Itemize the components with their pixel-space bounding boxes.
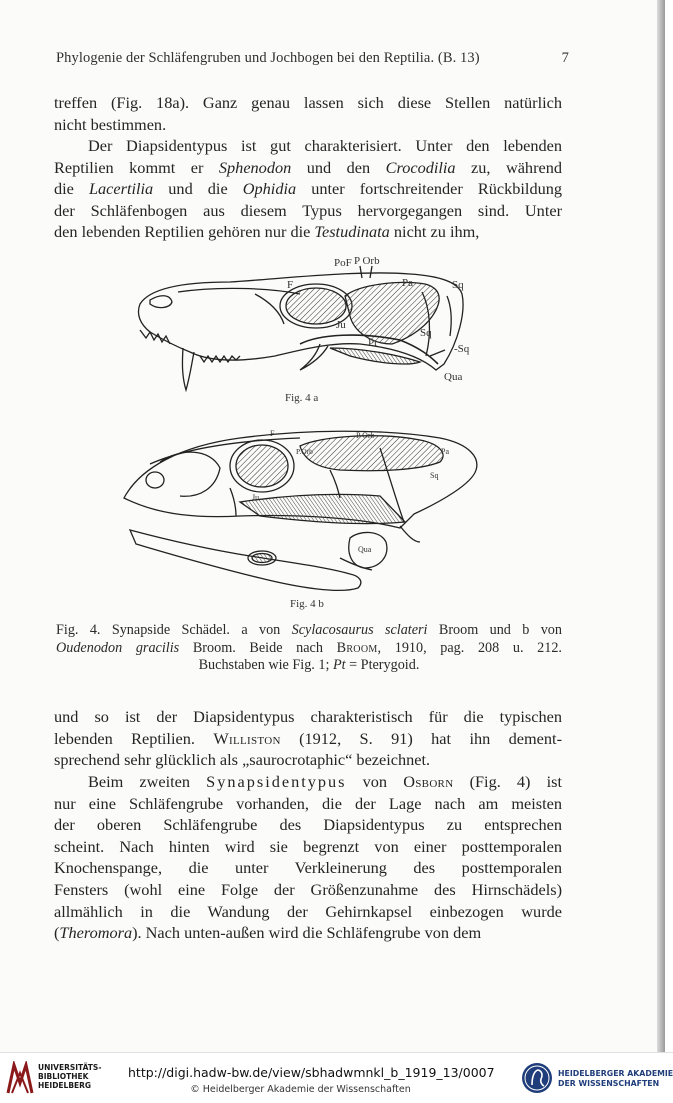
- text-run: , 1910, pag. 208 u. 212.: [377, 639, 562, 656]
- fig4a-label-pof: PoF: [334, 257, 352, 269]
- fig4a-label-f: F: [287, 279, 294, 291]
- fig4b-label-ju: Ju: [252, 493, 260, 502]
- academy-logo: [520, 1061, 673, 1097]
- italic-run: Scylacosaurus sclateri: [291, 622, 428, 638]
- small-caps-run: Broom: [336, 639, 378, 656]
- figure-4b-skull: [0, 418, 665, 598]
- fig4a-label-pt: Pt: [368, 337, 378, 349]
- text-line: [54, 857, 562, 879]
- text-line: [56, 622, 562, 640]
- footer-copyright: © Heidelberger Akademie der Wissenschaften: [190, 1084, 411, 1095]
- university-library-logo: [6, 1061, 126, 1097]
- fig4b-label-qua: Qua: [358, 545, 372, 554]
- text-line: [54, 114, 562, 136]
- text-run: Fig. 4. Synapside Schädel. a von: [56, 622, 292, 638]
- italic-run: Crocodilia: [385, 157, 456, 177]
- fig4b-label-pa: Pa: [441, 447, 449, 456]
- text-run: Fensters (wohl eine Folge der Größenzunahme des Hirnschädels): [54, 879, 562, 899]
- text-line: [54, 706, 562, 728]
- fig4a-label-pa: Pa: [402, 277, 413, 289]
- italic-run: Oudenodon gracilis: [56, 639, 180, 656]
- text-run: Knochenspange, die unter Verkleinerung des posttemporalen: [54, 858, 562, 878]
- text-run: der oberen Schläfengrube des Diapsidentypus zu entsprechen: [54, 815, 562, 835]
- text-run: (Fig. 4) ist: [453, 772, 562, 791]
- text-line: [54, 749, 562, 771]
- text-run: sprechend sehr glücklich als „saurocrotaphic“ bezeichnet.: [54, 750, 431, 770]
- text-line: [54, 728, 562, 750]
- text-line: [54, 178, 562, 200]
- figure-4a-label: Fig. 4 a: [285, 392, 319, 404]
- text-line: [54, 135, 562, 157]
- text-run: Reptilien kommt er: [54, 157, 219, 177]
- paragraph-2: [54, 135, 562, 243]
- italic-run: Theromora: [59, 923, 133, 943]
- text-line: [54, 836, 562, 858]
- text-run: unter fortschreitender Rückbildung: [296, 179, 562, 199]
- text-run: nur eine Schläfengrube vorhanden, die der Lage nach am meisten: [54, 793, 562, 813]
- fig4b-label-f: F: [270, 429, 275, 438]
- figure-caption: [56, 622, 562, 675]
- fig4a-label-sq-mid: Sq: [420, 327, 432, 339]
- text-run: die: [54, 179, 89, 199]
- text-line: [54, 793, 562, 815]
- text-run: allmählich in die Wandung der Gehirnkapsel einbezogen wurde: [54, 901, 562, 921]
- running-head: [56, 50, 569, 67]
- italic-run: Ophidia: [242, 179, 297, 199]
- small-caps-run: Osborn: [403, 772, 454, 791]
- text-line: [54, 92, 562, 114]
- text-run: Buchstaben wie Fig. 1;: [198, 657, 333, 674]
- text-run: und den: [291, 157, 386, 177]
- text-run: zu, während: [455, 157, 562, 177]
- text-run: den lebenden Reptilien gehören nur die: [54, 222, 315, 242]
- fig4a-label-sq-top: Sq: [452, 279, 464, 291]
- text-line: [54, 814, 562, 836]
- fig4a-label-qua: Qua: [444, 371, 463, 383]
- fig4a-label-ju: Ju: [336, 319, 346, 331]
- italic-run: Testudinata: [314, 222, 390, 242]
- fig4a-label-porb: P Orb: [354, 255, 380, 267]
- fig4a-label-sq-low: -Sq: [454, 343, 470, 355]
- text-run: Broom und b von: [427, 622, 562, 638]
- italic-run: Lacertilia: [88, 179, 154, 199]
- text-run: scheint. Nach hinten wird sie begrenzt von einer posttemporalen: [54, 836, 562, 856]
- paragraph-4: [54, 771, 562, 944]
- academy-logo-text: HEIDELBERGER AKADEMIE DER WISSENSCHAFTEN: [558, 1069, 673, 1088]
- spaced-run: Synapsidentypus: [206, 772, 347, 791]
- academy-seal-icon: [520, 1061, 554, 1095]
- text-line: [54, 221, 562, 243]
- text-line: [56, 640, 562, 658]
- text-line: [54, 157, 562, 179]
- text-run: und die: [153, 179, 243, 199]
- text-run: nicht bestimmen.: [54, 114, 167, 134]
- library-logo-text: UNIVERSITÄTS- BIBLIOTHEK HEIDELBERG: [38, 1063, 102, 1090]
- paragraph-1: [54, 92, 562, 135]
- text-run: Beim zweiten: [88, 772, 207, 791]
- small-caps-run: Williston: [213, 728, 281, 748]
- text-line: [54, 200, 562, 222]
- library-emblem-icon: [6, 1061, 34, 1095]
- text-line: [54, 879, 562, 901]
- text-run: treffen (Fig. 18a). Ganz genau lassen sich diese Stellen natürlich: [54, 93, 562, 112]
- text-run: und so ist der Diapsidentypus charakteristisch für die typischen: [54, 707, 562, 726]
- text-run: (: [54, 923, 60, 943]
- text-run: = Pterygoid.: [345, 657, 420, 674]
- figure-4b-label: Fig. 4 b: [290, 598, 324, 610]
- text-line: [54, 922, 562, 944]
- fig4b-label-porb: P Orb: [356, 431, 375, 440]
- footer-url-link[interactable]: http://digi.hadw-bw.de/view/sbhadwmnkl_b_1919_13/0007: [128, 1065, 495, 1080]
- text-line: [56, 657, 562, 675]
- text-run: von: [346, 772, 404, 791]
- text-line: [54, 901, 562, 923]
- paragraph-3: [54, 706, 562, 771]
- text-run: lebenden Reptilien.: [54, 728, 214, 748]
- italic-run: Pt: [332, 657, 346, 674]
- text-run: der Schläfenbogen aus diesem Typus hervorgegangen sind. Unter: [54, 200, 562, 220]
- text-line: [54, 771, 562, 793]
- text-run: Broom. Beide nach: [179, 639, 337, 656]
- running-head-title: Phylogenie der Schläfengruben und Jochbogen bei den Reptilia. (B. 13): [56, 50, 480, 66]
- figure-4a-skull: [0, 252, 665, 402]
- fig4b-label-sq: Sq: [430, 471, 439, 480]
- page-number: 7: [561, 50, 569, 66]
- text-run: nicht zu ihm,: [389, 222, 480, 242]
- footer-bar: [0, 1052, 673, 1103]
- fig4b-label-porb-small: P.Orb: [296, 447, 313, 456]
- italic-run: Sphenodon: [218, 157, 292, 177]
- text-run: ). Nach unten-außen wird die Schläfengrube von dem: [132, 923, 482, 943]
- text-run: Der Diapsidentypus ist gut charakterisiert. Unter den lebenden: [88, 136, 562, 155]
- text-run: (1912, S. 91) hat ihn dement-: [280, 728, 562, 748]
